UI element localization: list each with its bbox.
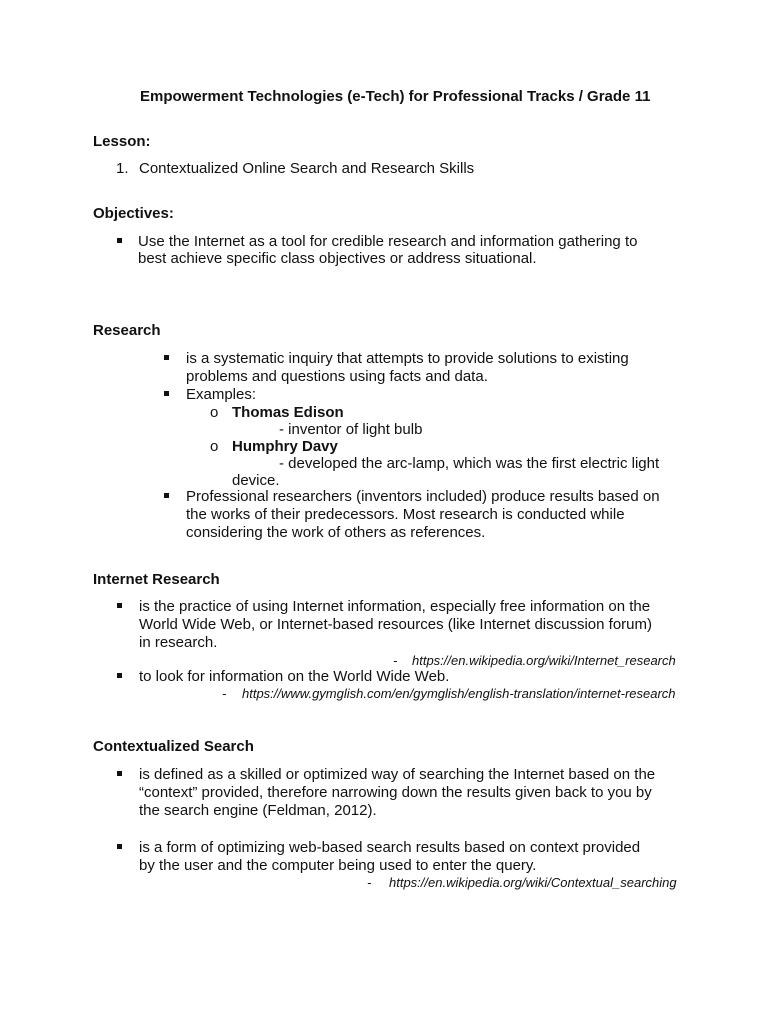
contextualized-p2-line-1: is a form of optimizing web-based search results based on context provided bbox=[139, 839, 641, 856]
sub-bullet-circle: o bbox=[210, 404, 219, 421]
objectives-heading: Objectives: bbox=[93, 205, 174, 222]
example-name-davy: Humphry Davy bbox=[232, 438, 338, 455]
lesson-heading: Lesson: bbox=[93, 133, 151, 150]
bullet-square bbox=[164, 355, 169, 360]
objective-line-1: Use the Internet as a tool for credible research and information gathering to bbox=[138, 233, 638, 250]
bullet-square bbox=[117, 238, 122, 243]
example-desc-davy-line-2: device. bbox=[232, 472, 280, 489]
contextualized-p2-line-2: by the user and the computer being used to enter the query. bbox=[139, 857, 537, 874]
source-dash: - bbox=[393, 653, 398, 668]
research-def-line-1: is a systematic inquiry that attempts to provide solutions to existing bbox=[186, 350, 629, 367]
contextualized-p1-line-2: “context” provided, therefore narrowing down the results given back to you by bbox=[139, 784, 652, 801]
research-prof-line-1: Professional researchers (inventors included) produce results based on bbox=[186, 488, 660, 505]
source-dash: - bbox=[222, 686, 227, 701]
research-prof-line-2: the works of their predecessors. Most research is conducted while bbox=[186, 506, 625, 523]
bullet-square bbox=[117, 771, 122, 776]
source-link-internet-research[interactable]: https://en.wikipedia.org/wiki/Internet_research bbox=[412, 653, 676, 668]
bullet-square bbox=[117, 603, 122, 608]
contextualized-search-heading: Contextualized Search bbox=[93, 738, 254, 755]
bullet-square bbox=[164, 391, 169, 396]
source-dash: - bbox=[367, 875, 372, 890]
internet-research-p1-line-1: is the practice of using Internet information, especially free information on the bbox=[139, 598, 651, 615]
example-desc-edison: - inventor of light bulb bbox=[279, 421, 423, 438]
bullet-square bbox=[164, 493, 169, 498]
contextualized-p1-line-1: is defined as a skilled or optimized way of searching the Internet based on the bbox=[139, 766, 656, 783]
lesson-item: Contextualized Online Search and Research Skills bbox=[139, 160, 475, 177]
lesson-number: 1. bbox=[116, 160, 129, 177]
example-name-edison: Thomas Edison bbox=[232, 404, 344, 421]
objective-line-2: best achieve specific class objectives or address situational. bbox=[138, 250, 537, 267]
examples-label: Examples: bbox=[186, 386, 257, 403]
internet-research-p1-line-2: World Wide Web, or Internet-based resources (like Internet discussion forum) bbox=[139, 616, 652, 633]
research-heading: Research bbox=[93, 322, 161, 339]
document-title: Empowerment Technologies (e-Tech) for Professional Tracks / Grade 11 bbox=[140, 88, 651, 105]
internet-research-heading: Internet Research bbox=[93, 571, 220, 588]
internet-research-p1-line-3: in research. bbox=[139, 634, 218, 651]
example-desc-davy-line-1: - developed the arc-lamp, which was the first electric light bbox=[279, 455, 660, 472]
bullet-square bbox=[117, 673, 122, 678]
research-prof-line-3: considering the work of others as references. bbox=[186, 524, 486, 541]
contextualized-p1-line-3: the search engine (Feldman, 2012). bbox=[139, 802, 377, 819]
sub-bullet-circle: o bbox=[210, 438, 219, 455]
source-link-gymglish[interactable]: https://www.gymglish.com/en/gymglish/english-translation/internet-research bbox=[242, 686, 676, 701]
internet-research-p2-line-1: to look for information on the World Wide Web. bbox=[139, 668, 450, 685]
source-link-contextual-searching[interactable]: https://en.wikipedia.org/wiki/Contextual_searching bbox=[389, 875, 677, 890]
bullet-square bbox=[117, 844, 122, 849]
research-def-line-2: problems and questions using facts and data. bbox=[186, 368, 488, 385]
